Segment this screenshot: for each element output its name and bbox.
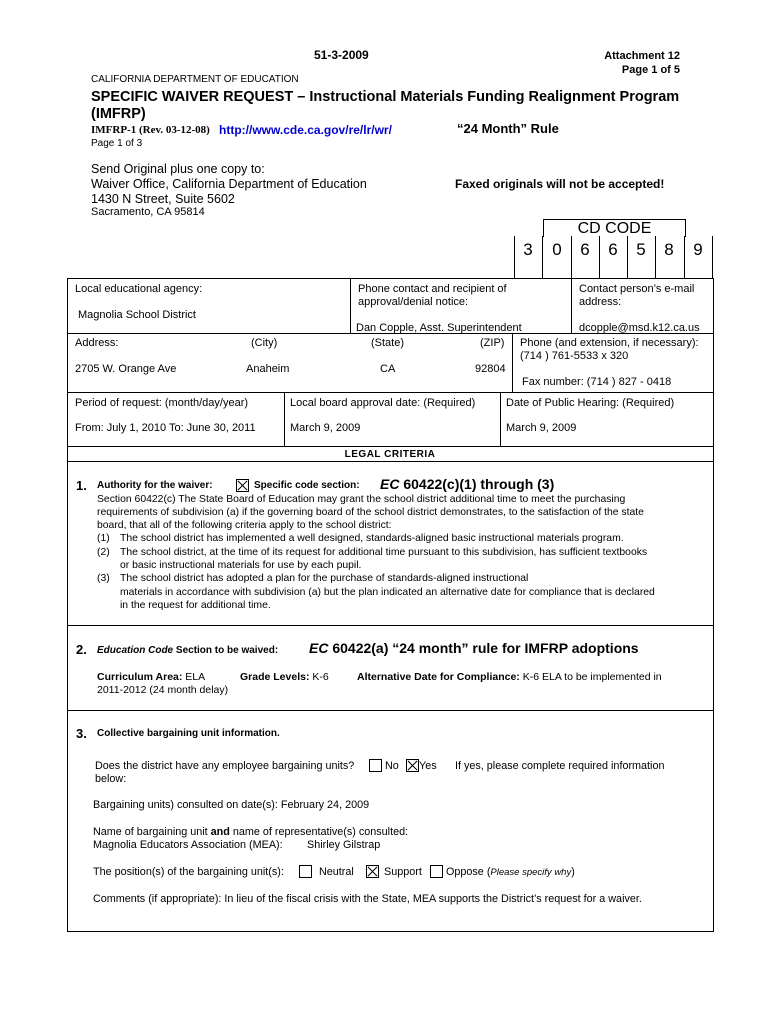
- grade-levels: Grade Levels: K-6: [240, 671, 329, 683]
- section-1-authority-label: Authority for the waiver:: [97, 480, 213, 491]
- attachment-label: Attachment 12: [604, 50, 680, 62]
- legal-criteria-heading: LEGAL CRITERIA: [344, 449, 436, 460]
- send-line-3: 1430 N Street, Suite 5602: [91, 192, 235, 206]
- zip-label: (ZIP): [480, 337, 505, 349]
- comments-text[interactable]: Comments (if appropriate): In lieu of the fiscal crisis with the State, MEA supports the District’s request for a waiver.: [93, 893, 642, 905]
- curriculum-area: Curriculum Area: ELA: [97, 671, 206, 683]
- cd-code-digit: 5: [636, 240, 646, 259]
- hearing-label: Date of Public Hearing: (Required): [506, 397, 675, 409]
- section-3-title: Collective bargaining unit information.: [97, 728, 280, 739]
- form-id: IMFRP-1 (Rev. 03-12-08): [91, 124, 210, 136]
- neutral-label: Neutral: [319, 866, 354, 878]
- bargaining-unit-name[interactable]: Magnolia Educators Association (MEA):: [93, 839, 283, 851]
- cd-code-digit: 6: [608, 240, 618, 259]
- criteria-text: materials in accordance with subdivision (a) but the plan indicated an alternative date for compliance that is declared: [120, 587, 655, 598]
- section-1-code: EC 60422(c)(1) through (3): [380, 476, 555, 492]
- faxed-warning: Faxed originals will not be accepted!: [455, 177, 665, 191]
- cd-code-digit: 6: [580, 240, 590, 259]
- cd-code-digit: 9: [693, 240, 703, 259]
- send-line-2: Waiver Office, California Department of Education: [91, 177, 367, 191]
- criteria-text: The school district, at the time of its request for additional time pursuant to this subdivision, has sufficient textbooks: [120, 547, 648, 558]
- form-title: SPECIFIC WAIVER REQUEST – Instructional Materials Funding Realignment Program: [91, 89, 680, 105]
- phone-contact-value[interactable]: Dan Copple, Asst. Superintendent: [356, 322, 522, 334]
- send-line-1: Send Original plus one copy to:: [91, 162, 265, 176]
- specific-code-checkbox[interactable]: [234, 479, 251, 493]
- state-label: (State): [371, 337, 405, 349]
- if-yes-text-2: below:: [95, 773, 127, 785]
- oppose-checkbox[interactable]: [428, 865, 445, 879]
- email-label: Contact person’s e-mail: [579, 283, 695, 295]
- document-date: 51-3-2009: [314, 48, 369, 62]
- criteria-text: or basic instructional materials for use by each pupil.: [120, 560, 362, 571]
- no-label: No: [385, 760, 399, 772]
- criteria-text: The school district has adopted a plan for the purchase of standards-aligned instructional: [120, 573, 529, 584]
- phone-contact-label: Phone contact and recipient of: [358, 283, 507, 295]
- section-1-text-line: board, that all of the following criteria apply to the school district:: [97, 520, 392, 531]
- board-approval-value[interactable]: March 9, 2009: [290, 422, 361, 434]
- fax-value[interactable]: Fax number: (714 ) 827 - 0418: [522, 376, 672, 388]
- section-1-text-line: requirements of subdivision (a) if the governing board of the school district demonstrates, to the satisfaction of the state: [97, 507, 644, 518]
- address-value[interactable]: 2705 W. Orange Ave: [75, 363, 177, 375]
- page-count: Page 1 of 5: [621, 64, 680, 76]
- section-2-label: Education Code Section to be waived:: [97, 645, 279, 656]
- criteria-text: in the request for additional time.: [120, 600, 271, 611]
- department-name: CALIFORNIA DEPARTMENT OF EDUCATION: [91, 74, 299, 85]
- board-approval-label: Local board approval date: (Required): [290, 397, 476, 409]
- cd-code-digit: 8: [664, 240, 674, 259]
- support-checkbox[interactable]: [364, 865, 381, 879]
- address-label: Address:: [75, 337, 119, 349]
- alternative-date-line-2: 2011-2012 (24 month delay): [97, 684, 229, 696]
- phone-contact-label-2: approval/denial notice:: [358, 296, 469, 308]
- bargaining-question: Does the district have any employee bargaining units?: [95, 760, 355, 772]
- email-label-2: address:: [579, 296, 622, 308]
- sub-page-count: Page 1 of 3: [91, 138, 143, 149]
- send-line-4: Sacramento, CA 95814: [91, 206, 205, 218]
- criteria-number: (2): [97, 547, 110, 558]
- section-1-text-line: Section 60422(c) The State Board of Education may grant the school district additional time to meet the purchasing: [97, 494, 626, 505]
- section-3-number: 3.: [76, 726, 87, 741]
- consulted-date[interactable]: Bargaining units) consulted on date(s): February 24, 2009: [93, 799, 370, 811]
- form-title-line2: (IMFRP): [91, 106, 146, 122]
- position-label: The position(s) of the bargaining unit(s):: [93, 866, 284, 878]
- phone-value[interactable]: (714 ) 761-5533 x 320: [520, 350, 629, 362]
- cd-code-digit: 3: [523, 240, 533, 259]
- city-label: (City): [251, 337, 278, 349]
- waiver-url-link[interactable]: http://www.cde.ca.gov/re/lr/wr/: [219, 123, 392, 137]
- criteria-number: (1): [97, 533, 110, 544]
- representative-name[interactable]: Shirley Gilstrap: [307, 839, 381, 851]
- alternative-date: Alternative Date for Compliance: K-6 ELA to be implemented in: [357, 671, 662, 683]
- criteria-text: The school district has implemented a well designed, standards-aligned basic instructional materials program.: [120, 533, 624, 544]
- email-value[interactable]: dcopple@msd.k12.ca.us: [579, 322, 700, 334]
- support-label: Support: [384, 866, 422, 878]
- yes-label: Yes: [419, 760, 437, 772]
- section-2-code: EC 60422(a) “24 month” rule for IMFRP adoptions: [309, 640, 639, 656]
- state-value[interactable]: CA: [380, 363, 396, 375]
- neutral-checkbox[interactable]: [297, 865, 314, 879]
- city-value[interactable]: Anaheim: [246, 363, 290, 375]
- section-1-number: 1.: [76, 478, 87, 493]
- section-2-number: 2.: [76, 642, 87, 657]
- hearing-value[interactable]: March 9, 2009: [506, 422, 577, 434]
- specific-code-label: Specific code section:: [254, 480, 360, 491]
- period-label: Period of request: (month/day/year): [75, 397, 249, 409]
- zip-value[interactable]: 92804: [475, 363, 506, 375]
- cd-code-digit: 0: [552, 240, 562, 259]
- agency-value[interactable]: Magnolia School District: [78, 309, 196, 321]
- oppose-label: Oppose (Please specify why): [446, 866, 575, 878]
- agency-label: Local educational agency:: [75, 283, 203, 295]
- phone-label: Phone (and extension, if necessary):: [520, 337, 699, 349]
- bargaining-unit-name-label: Name of bargaining unit and name of representative(s) consulted:: [93, 826, 409, 838]
- period-value[interactable]: From: July 1, 2010 To: June 30, 2011: [75, 422, 256, 434]
- criteria-number: (3): [97, 573, 110, 584]
- cd-code-label: CD CODE: [543, 219, 686, 237]
- no-checkbox[interactable]: [367, 759, 384, 773]
- rule-label: “24 Month” Rule: [457, 121, 559, 136]
- if-yes-text: If yes, please complete required information: [455, 760, 665, 772]
